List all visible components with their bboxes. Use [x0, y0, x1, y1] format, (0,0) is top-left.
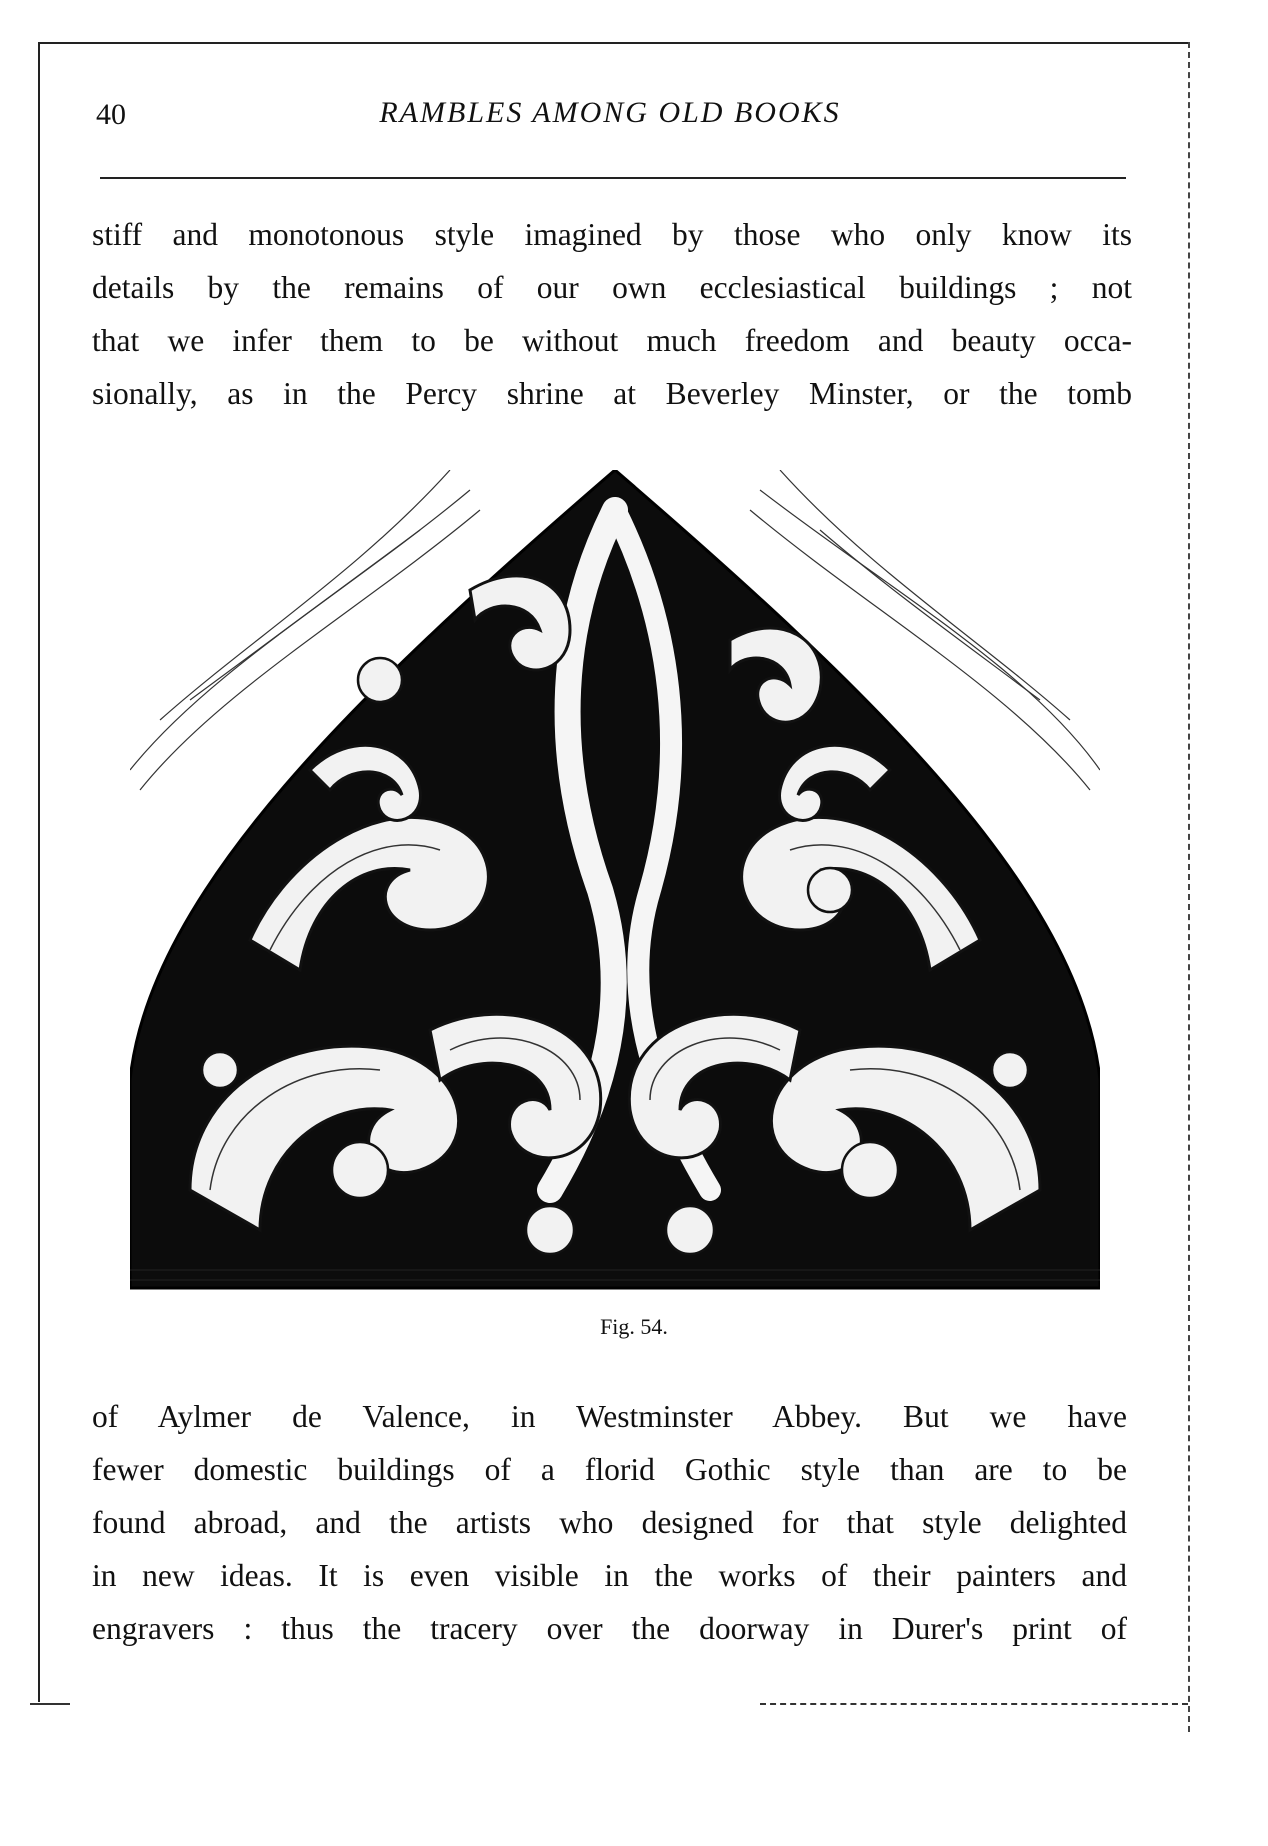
page-frame-left: [38, 42, 40, 1702]
text-line: of Aylmer de Valence, in Westminster Abbey. But we have: [92, 1399, 1127, 1434]
text-line: that we infer them to be without much freedom and beauty occa-: [92, 323, 1132, 358]
text-line: stiff and monotonous style imagined by those who only know its: [92, 217, 1132, 252]
text-line: sionally, as in the Percy shrine at Beverley Minster, or the tomb: [92, 376, 1132, 411]
text-line: details by the remains of our own ecclesiastical buildings ; not: [92, 270, 1132, 305]
gothic-tracery-illustration: [130, 470, 1100, 1300]
paragraph-bottom: [92, 1390, 1127, 1655]
page-frame-bottom-right: [760, 1703, 1188, 1705]
header-rule: [100, 177, 1126, 179]
paragraph-top: [92, 208, 1132, 420]
running-title: RAMBLES AMONG OLD BOOKS: [379, 96, 841, 129]
page-frame-top: [38, 42, 1188, 44]
text-line: in new ideas. It is even visible in the works of their painters and: [92, 1558, 1127, 1593]
page-number: 40: [96, 98, 126, 131]
page-frame-bottom-left: [30, 1703, 70, 1705]
text-line: found abroad, and the artists who designed for that style delighted: [92, 1505, 1127, 1540]
page-frame-right: [1188, 42, 1190, 1732]
text-line: engravers : thus the tracery over the doorway in Durer's print of: [92, 1611, 1127, 1646]
text-line: fewer domestic buildings of a florid Gothic style than are to be: [92, 1452, 1127, 1487]
figure-caption: Fig. 54.: [600, 1314, 668, 1339]
